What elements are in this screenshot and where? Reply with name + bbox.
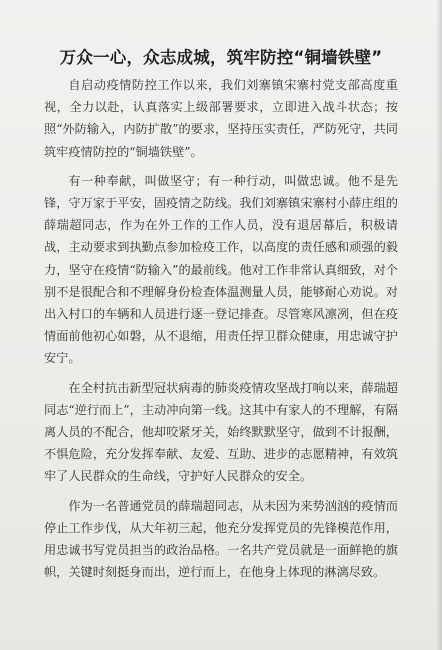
page-edge-shadow (436, 0, 442, 650)
document-body (44, 74, 398, 590)
paragraph-3: 在全村抗击新型冠状病毒的肺炎疫情攻坚战打响以来，薛瑞超同志“逆行而上”，主动冲向第一线。这其中有家人的不理解，有隔离人员的不配合，他却咬紧牙关，始终默默坚守，做到不计报酬，不惧危险，充分发挥奉献、友爱、互助、进步的志愿精神，有效筑牢了人民群众的生命线，守护好人民群众的安全。 (44, 380, 398, 484)
paragraph-1: 自启动疫情防控工作以来，我们刘寨镇宋寨村党支部高度重视，全力以赴，认真落实上级部署要求，立即进入战斗状态；按照“外防输入，内防扩散”的要求，坚持压实责任，严防死守，共同筑牢疫情防控的“铜墙铁壁”。 (44, 78, 398, 159)
document-title: 万众一心，众志成城，筑牢防控“铜墙铁壁” (59, 48, 383, 67)
paragraph-2: 有一种奉献，叫做坚守；有一种行动，叫做忠诚。他不是先锋，守万家于平安，固疫情之防线。我们刘寨镇宋寨村小薛庄组的薛瑞超同志，作为在外工作的工作人员，没有退居幕后，积极请战，主动要求到执勤点参加检疫工作，以高度的责任感和顽强的毅力，坚守在疫情“防输入”的最前线。他对工作非常认真细致，对个别不是很配合和不理解身份检查体温测量人员，能够耐心劝说。对出入村口的车辆和人员进行逐一登记排查。尽管寒风凛冽，但在疫情面前他初心如磐，从不退缩，用责任捍卫群众健康，用忠诚守护安宁。 (44, 173, 398, 366)
paragraph-4: 作为一名普通党员的薛瑞超同志，从未因为来势汹汹的疫情而停止工作步伐，从大年初三起，他充分发挥党员的先锋模范作用，用忠诚书写党员担当的政治品格。一名共产党员就是一面鲜艳的旗帜，关键时刻挺身而出，逆行而上，在他身上体现的淋漓尽致。 (44, 498, 398, 580)
